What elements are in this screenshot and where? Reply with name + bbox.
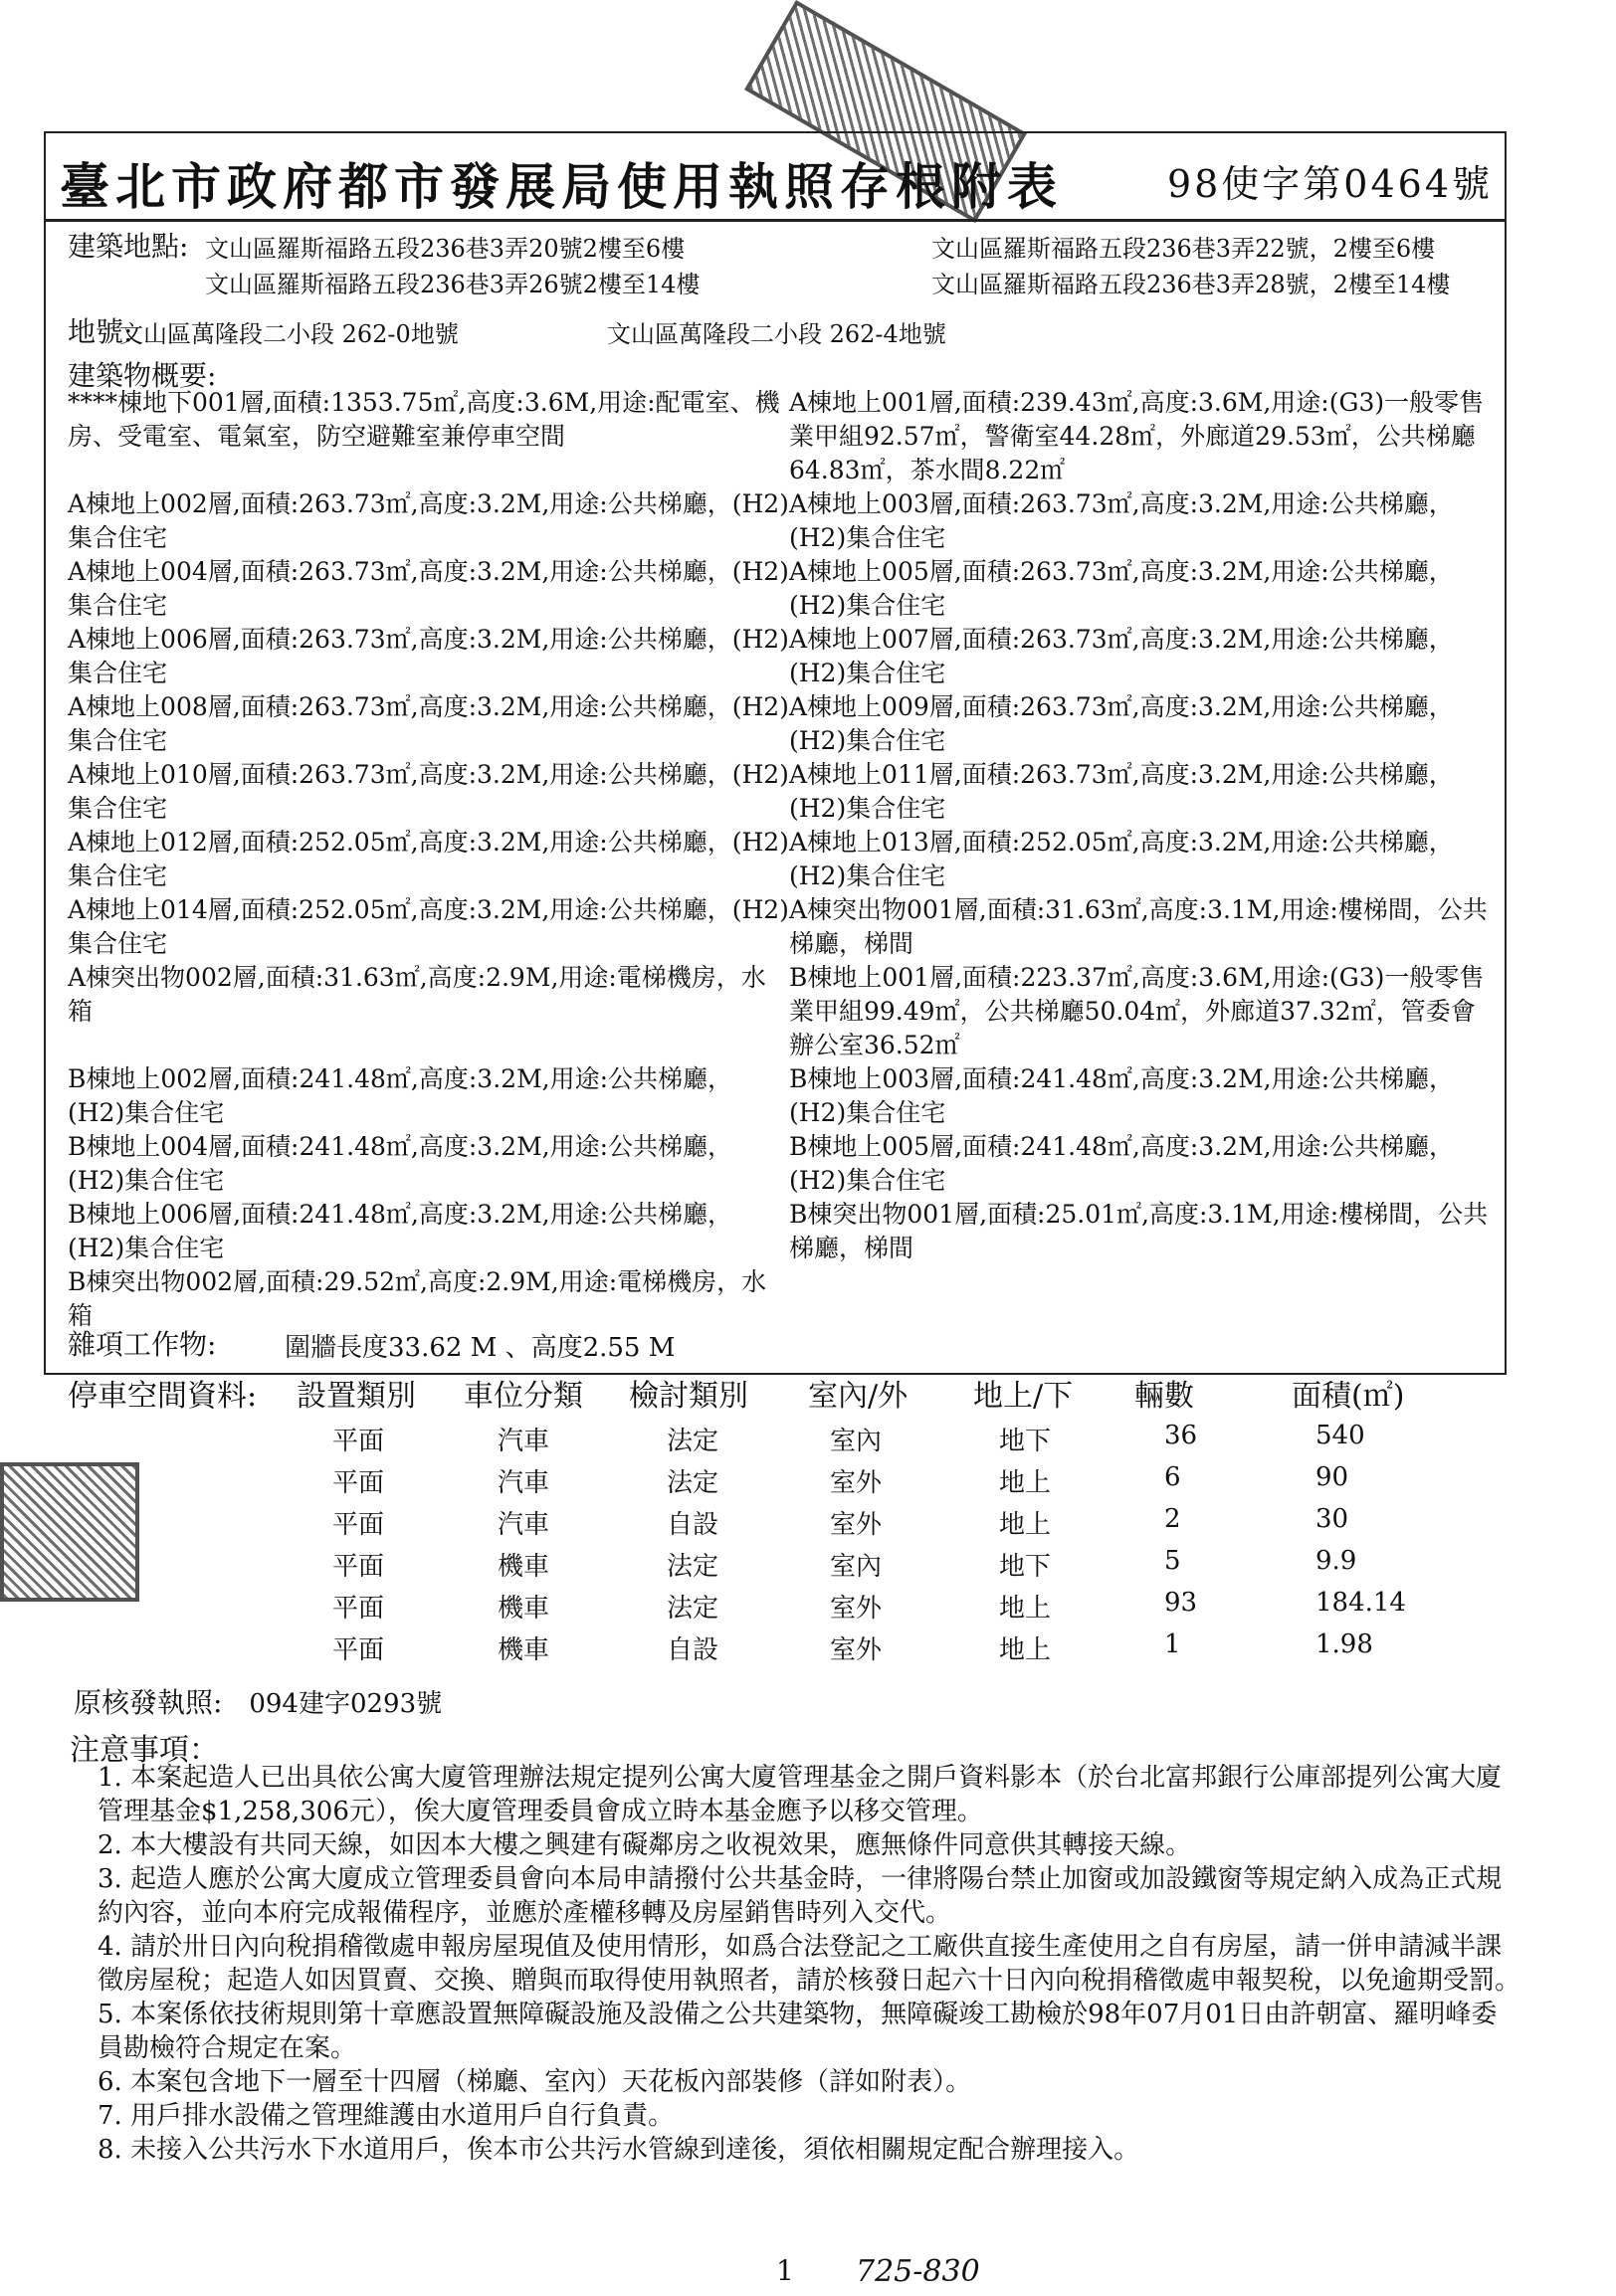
parking-cell: 機車	[498, 1594, 550, 1624]
parking-cell: 機車	[498, 1635, 550, 1665]
parking-header: 車位分類	[464, 1379, 583, 1414]
parking-cell: 機車	[498, 1552, 550, 1582]
overview-cell	[789, 1265, 1491, 1333]
parking-cell: 地上	[999, 1510, 1052, 1540]
page-title: 臺北市政府都市發展局使用執照存根附表	[60, 157, 1063, 216]
parking-cell: 汽車	[498, 1510, 550, 1540]
parking-cell: 平面	[332, 1594, 385, 1624]
parking-label: 停車空間資料:	[68, 1379, 258, 1414]
parking-cell: 室內	[830, 1552, 883, 1582]
overview-cell: A棟地上014層,面積:252.05㎡,高度:3.2M,用途:公共梯廳，(H2)集合住宅	[68, 895, 789, 958]
parking-cell: 地下	[999, 1552, 1052, 1582]
parking-cell: 地上	[999, 1635, 1052, 1665]
parking-cell: 法定	[667, 1427, 719, 1456]
site-address: 文山區羅斯福路五段236巷3弄22號，2樓至6樓	[931, 235, 1436, 263]
parking-cell: 自設	[667, 1510, 719, 1540]
overview-cell: A棟地上013層,面積:252.05㎡,高度:3.2M,用途:公共梯廳，(H2)集合住宅	[789, 828, 1454, 890]
parking-cell: 90	[1315, 1462, 1349, 1492]
parking-header: 面積(㎡)	[1292, 1379, 1405, 1414]
parking-cell: 室外	[830, 1510, 883, 1540]
parking-cell: 30	[1315, 1504, 1349, 1534]
parking-cell: 平面	[332, 1510, 385, 1540]
note-item: 4. 請於卅日內向稅捐稽徵處申報房屋現值及使用情形，如爲合法登記之工廠供直接生產使用之自有房屋，請一併申請減半課徵房屋稅；起造人如因買賣、交換、贈與而取得使用執照者，請於核發日起六十日內向稅捐稽徵處申報契稅，以免逾期受罰。	[98, 1932, 1521, 1996]
overview-cell: A棟地上010層,面積:263.73㎡,高度:3.2M,用途:公共梯廳，(H2)集合住宅	[68, 760, 789, 823]
overview-cell: A棟地上012層,面積:252.05㎡,高度:3.2M,用途:公共梯廳，(H2)集合住宅	[68, 828, 789, 890]
overview-cell: A棟突出物001層,面積:31.63㎡,高度:3.1M,用途:樓梯間，公共梯廳，梯間	[789, 895, 1488, 958]
parking-header: 檢討類別	[629, 1379, 748, 1414]
parking-cell: 室外	[830, 1468, 883, 1498]
parking-cell: 36	[1164, 1421, 1198, 1450]
parking-cell: 汽車	[498, 1468, 550, 1498]
overview-cell: A棟地上007層,面積:263.73㎡,高度:3.2M,用途:公共梯廳，(H2)集合住宅	[789, 625, 1454, 687]
site-address: 文山區羅斯福路五段236巷3弄20號2樓至6樓	[205, 235, 686, 263]
parking-header: 室內/外	[808, 1379, 909, 1414]
overview-cell: A棟地上008層,面積:263.73㎡,高度:3.2M,用途:公共梯廳，(H2)集合住宅	[68, 692, 789, 755]
parking-cell: 540	[1315, 1421, 1365, 1450]
parking-header: 地上/下	[973, 1379, 1074, 1414]
parking-cell: 汽車	[498, 1427, 550, 1456]
parking-cell: 平面	[332, 1468, 385, 1498]
parking-cell: 法定	[667, 1594, 719, 1624]
note-item: 2. 本大樓設有共同天線，如因本大樓之興建有礙鄰房之收視效果，應無條件同意供其轉接天線。	[98, 1830, 1192, 1860]
misc-work-value: 圍牆長度33.62 M 、高度2.55 M	[285, 1333, 676, 1363]
parking-cell: 93	[1164, 1588, 1198, 1618]
parking-header: 輛數	[1134, 1379, 1194, 1414]
parking-cell: 1.98	[1315, 1629, 1373, 1659]
handwritten-note: 725-830	[856, 2254, 980, 2289]
note-item: 8. 未接入公共污水下水道用戶，俟本市公共污水管線到達後，須依相關規定配合辦理接入。	[98, 2135, 1140, 2165]
overview-cell: A棟地上005層,面積:263.73㎡,高度:3.2M,用途:公共梯廳，(H2)集合住宅	[789, 557, 1454, 620]
overview-cell: A棟地上001層,面積:239.43㎡,高度:3.6M,用途:(G3)一般零售業甲組92.57㎡，警衛室44.28㎡，外廊道29.53㎡，公共梯廳64.83㎡，茶水間8.22㎡	[789, 388, 1485, 484]
overview-cell: ****棟地下001層,面積:1353.75㎡,高度:3.6M,用途:配電室、機房、受電室、電氣室，防空避難室兼停車空間	[68, 388, 780, 451]
parking-cell: 地下	[999, 1427, 1052, 1456]
site-address: 文山區羅斯福路五段236巷3弄28號，2樓至14樓	[931, 271, 1451, 298]
note-item: 3. 起造人應於公寓大廈成立管理委員會向本局申請撥付公共基金時，一律將陽台禁止加窗或加設鐵窗等規定納入成為正式規約內容，並向本府完成報備程序，並應於產權移轉及房屋銷售時列入交代。	[98, 1864, 1503, 1928]
overview-cell: A棟突出物002層,面積:31.63㎡,高度:2.9M,用途:電梯機房，水箱	[68, 963, 766, 1026]
overview-cell: B棟地上003層,面積:241.48㎡,高度:3.2M,用途:公共梯廳，(H2)集合住宅	[789, 1064, 1455, 1127]
parking-cell: 法定	[667, 1468, 719, 1498]
site-address: 文山區羅斯福路五段236巷3弄26號2樓至14樓	[205, 271, 701, 298]
overview-cell: A棟地上003層,面積:263.73㎡,高度:3.2M,用途:公共梯廳，(H2)集合住宅	[789, 489, 1454, 552]
original-permit-value: 094建字0293號	[249, 1689, 443, 1719]
overview-cell: A棟地上006層,面積:263.73㎡,高度:3.2M,用途:公共梯廳，(H2)集合住宅	[68, 625, 789, 687]
official-seal-left	[0, 1462, 139, 1602]
parking-cell: 184.14	[1315, 1588, 1406, 1618]
parking-cell: 室內	[830, 1427, 883, 1456]
note-item: 7. 用戶排水設備之管理維護由水道用戶自行負責。	[98, 2101, 675, 2131]
original-permit	[74, 1681, 442, 1721]
note-item: 6. 本案包含地下一層至十四層（梯廳、室內）天花板內部裝修（詳如附表）。	[98, 2067, 972, 2097]
building-overview	[68, 386, 1511, 1333]
title-row	[46, 133, 1505, 222]
notes-label: 注意事項：	[70, 1733, 219, 1768]
overview-cell: A棟地上009層,面積:263.73㎡,高度:3.2M,用途:公共梯廳，(H2)集合住宅	[789, 692, 1454, 755]
lot-number: 文山區萬隆段二小段 262-4地號	[607, 320, 946, 348]
parking-cell: 自設	[667, 1635, 719, 1665]
overview-cell: B棟地上001層,面積:223.37㎡,高度:3.6M,用途:(G3)一般零售業甲組99.49㎡，公共梯廳50.04㎡，外廊道37.32㎡，管委會辦公室36.52㎡	[789, 963, 1485, 1059]
overview-cell: A棟地上004層,面積:263.73㎡,高度:3.2M,用途:公共梯廳，(H2)集合住宅	[68, 557, 789, 620]
overview-cell: B棟地上006層,面積:241.48㎡,高度:3.2M,用途:公共梯廳，(H2)集合住宅	[68, 1200, 733, 1262]
lots-label: 地號:	[68, 315, 133, 348]
parking-header: 設置類別	[297, 1379, 416, 1414]
overview-cell: B棟地上002層,面積:241.48㎡,高度:3.2M,用途:公共梯廳，(H2)集合住宅	[68, 1064, 733, 1127]
misc-work-label: 雜項工作物:	[68, 1328, 217, 1361]
parking-cell: 地上	[999, 1468, 1052, 1498]
original-permit-label: 原核發執照:	[74, 1686, 223, 1719]
overview-cell: B棟突出物002層,面積:29.52㎡,高度:2.9M,用途:電梯機房，水箱	[68, 1267, 767, 1330]
parking-cell: 1	[1164, 1629, 1181, 1659]
parking-cell: 室外	[830, 1635, 883, 1665]
overview-cell: B棟突出物001層,面積:25.01㎡,高度:3.1M,用途:樓梯間，公共梯廳，梯間	[789, 1200, 1489, 1262]
parking-cell: 9.9	[1315, 1546, 1357, 1576]
overview-cell: A棟地上002層,面積:263.73㎡,高度:3.2M,用途:公共梯廳，(H2)集合住宅	[68, 489, 789, 552]
note-item: 1. 本案起造人已出具依公寓大廈管理辦法規定提列公寓大廈管理基金之開戶資料影本（於台北富邦銀行公庫部提列公寓大廈管理基金$1,258,306元），俟大廈管理委員會成立時本基金應予以移交管理。	[98, 1763, 1503, 1826]
overview-cell: B棟地上005層,面積:241.48㎡,高度:3.2M,用途:公共梯廳，(H2)集合住宅	[789, 1132, 1455, 1195]
parking-cell: 5	[1164, 1546, 1181, 1576]
lot-number: 文山區萬隆段二小段 262-0地號	[119, 320, 459, 348]
parking-cell: 平面	[332, 1427, 385, 1456]
overview-cell: A棟地上011層,面積:263.73㎡,高度:3.2M,用途:公共梯廳，(H2)集合住宅	[789, 760, 1454, 823]
parking-cell: 室外	[830, 1594, 883, 1624]
parking-cell: 2	[1164, 1504, 1181, 1534]
overview-label: 建築物概要:	[68, 359, 217, 392]
notes-list	[98, 1761, 1520, 2167]
parking-cell: 6	[1164, 1462, 1181, 1492]
parking-cell: 法定	[667, 1552, 719, 1582]
parking-cell: 地上	[999, 1594, 1052, 1624]
page-number: 1	[776, 2254, 794, 2287]
overview-cell: B棟地上004層,面積:241.48㎡,高度:3.2M,用途:公共梯廳，(H2)集合住宅	[68, 1132, 733, 1195]
permit-number: 98使字第0464號	[1166, 162, 1493, 206]
parking-cell: 平面	[332, 1635, 385, 1665]
site-label: 建築地點:	[68, 230, 189, 263]
note-item: 5. 本案係依技術規則第十章應設置無障礙設施及設備之公共建築物，無障礙竣工勘檢於98年07月01日由許朝富、羅明峰委員勘檢符合規定在案。	[98, 2000, 1498, 2063]
parking-cell: 平面	[332, 1552, 385, 1582]
